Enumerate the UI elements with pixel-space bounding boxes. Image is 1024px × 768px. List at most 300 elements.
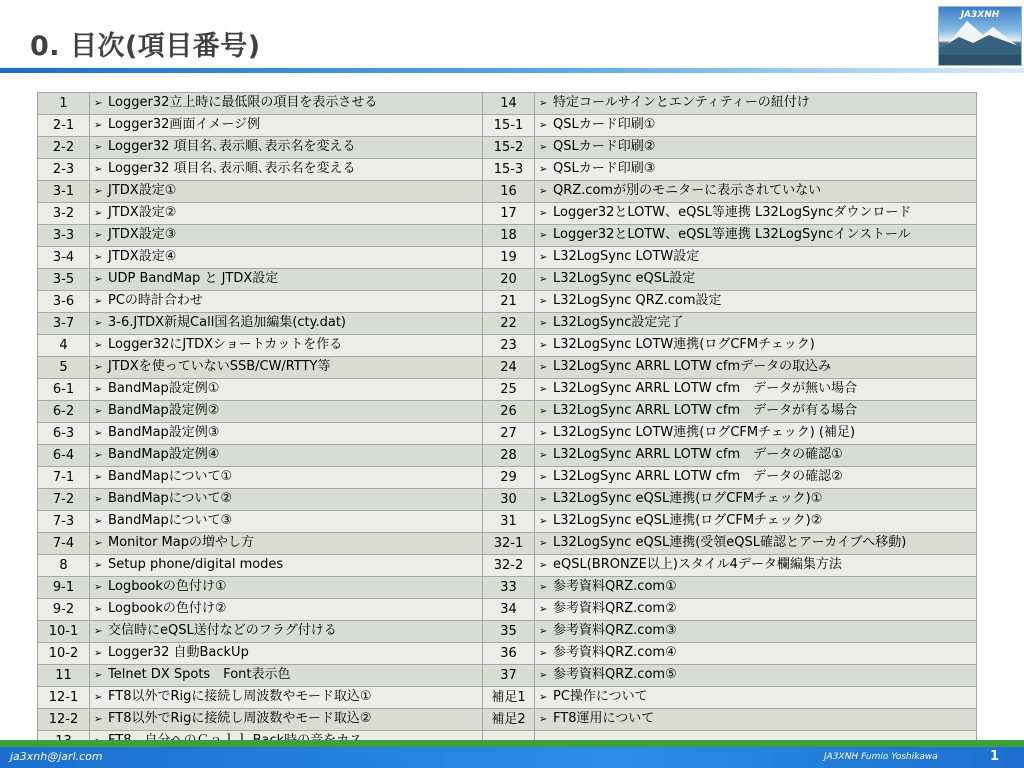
slide-title: 0. 目次(項目番号) [30, 31, 261, 62]
item-title: L32LogSync eQSL設定 [553, 271, 696, 286]
item-title: 特定コールサインとエンティティーの紐付け [553, 95, 810, 110]
item-number-cell [38, 379, 90, 401]
item-title: Logger32立上時に最低限の項目を表示させる [108, 95, 378, 110]
bullet-arrow-icon: ➢ [539, 626, 548, 637]
item-title-cell [90, 247, 483, 269]
item-title: BandMap設定例② [108, 403, 220, 418]
item-title: Monitor Mapの増やし方 [108, 535, 254, 550]
bullet-arrow-icon: ➢ [539, 670, 548, 681]
toc-row [38, 401, 977, 423]
item-title-cell [535, 621, 977, 643]
item-number: 9-1 [52, 579, 75, 595]
item-number: 8 [59, 557, 68, 573]
toc-row [38, 247, 977, 269]
item-number-cell [483, 555, 535, 577]
bullet-arrow-icon: ➢ [539, 406, 548, 417]
item-title-cell [535, 115, 977, 137]
item-number: 32-2 [493, 557, 524, 573]
item-number-cell [483, 599, 535, 621]
bullet-arrow-icon: ➢ [94, 670, 103, 681]
item-number-cell [38, 159, 90, 181]
item-number-cell [38, 269, 90, 291]
item-title-cell [90, 115, 483, 137]
item-title-cell [90, 335, 483, 357]
item-title-cell [535, 423, 977, 445]
bullet-arrow-icon: ➢ [94, 604, 103, 615]
bullet-arrow-icon: ➢ [94, 582, 103, 593]
item-number: 6-1 [52, 381, 75, 397]
footer-green-band [0, 740, 1024, 747]
item-number-cell [38, 533, 90, 555]
bullet-arrow-icon: ➢ [94, 164, 103, 175]
item-title: 交信時にeQSL送付などのフラグ付ける [108, 623, 337, 638]
item-title-cell [535, 291, 977, 313]
item-title: UDP BandMap と JTDX設定 [108, 271, 279, 286]
item-number: 12-1 [48, 689, 79, 705]
item-number: 12-2 [48, 711, 79, 727]
item-number-cell [483, 423, 535, 445]
item-number-cell [38, 137, 90, 159]
item-number-cell [38, 423, 90, 445]
item-number: 3-1 [52, 183, 75, 199]
item-number-cell [483, 511, 535, 533]
item-title-cell [535, 445, 977, 467]
item-title-cell [90, 599, 483, 621]
item-number-cell [483, 357, 535, 379]
item-title: PCの時計合わせ [108, 293, 203, 308]
item-title-cell [535, 533, 977, 555]
item-title: Logger32とLOTW、eQSL等連携 L32LogSyncダウンロード [553, 205, 912, 220]
bullet-arrow-icon: ➢ [539, 274, 548, 285]
bullet-arrow-icon: ➢ [539, 516, 548, 527]
item-title: Telnet DX Spots Font表示色 [108, 667, 291, 682]
item-number: 25 [500, 381, 517, 397]
item-title-cell [535, 643, 977, 665]
item-number: 15-3 [493, 161, 524, 177]
item-title: eQSL(BRONZE以上)スタイル4データ欄編集方法 [553, 557, 842, 572]
bullet-arrow-icon: ➢ [539, 340, 548, 351]
item-title-cell [90, 203, 483, 225]
bullet-arrow-icon: ➢ [539, 472, 548, 483]
page-number: 1 [990, 749, 1000, 764]
item-title-cell [535, 269, 977, 291]
bullet-arrow-icon: ➢ [539, 362, 548, 373]
item-title-cell [90, 621, 483, 643]
item-title: Logger32とLOTW、eQSL等連携 L32LogSyncインストール [553, 227, 911, 242]
item-title: Logger32画面イメージ例 [108, 117, 260, 132]
item-title: QSLカード印刷① [553, 117, 656, 132]
item-title: Logger32 項目名､表示順､表示名を変える [108, 139, 356, 154]
bullet-arrow-icon: ➢ [539, 208, 548, 219]
item-number: 29 [500, 469, 517, 485]
item-number-cell [38, 709, 90, 731]
toc-row [38, 577, 977, 599]
item-title: QSLカード印刷③ [553, 161, 656, 176]
item-title-cell [90, 533, 483, 555]
bullet-arrow-icon: ➢ [539, 714, 548, 725]
item-title-cell [90, 445, 483, 467]
item-title-cell [535, 577, 977, 599]
bullet-arrow-icon: ➢ [539, 692, 548, 703]
item-number: 16 [500, 183, 517, 199]
bullet-arrow-icon: ➢ [94, 296, 103, 307]
item-title: BandMapについて② [108, 491, 233, 506]
item-number: 36 [500, 645, 517, 661]
item-number: 補足1 [491, 689, 526, 705]
toc-row [38, 93, 977, 115]
item-title: Logger32 項目名､表示順､表示名を変える [108, 161, 356, 176]
bullet-arrow-icon: ➢ [539, 648, 548, 659]
bullet-arrow-icon: ➢ [539, 538, 548, 549]
item-title-cell [535, 555, 977, 577]
item-number: 3-6 [52, 293, 75, 309]
item-number-cell [483, 335, 535, 357]
bullet-arrow-icon: ➢ [94, 450, 103, 461]
item-number-cell [483, 687, 535, 709]
item-title-cell [90, 709, 483, 731]
item-title: Logbookの色付け① [108, 579, 227, 594]
toc-row [38, 687, 977, 709]
item-title-cell [535, 709, 977, 731]
bullet-arrow-icon: ➢ [539, 384, 548, 395]
item-number-cell [483, 247, 535, 269]
item-title-cell [535, 159, 977, 181]
item-number-cell [38, 665, 90, 687]
bullet-arrow-icon: ➢ [94, 648, 103, 659]
item-title: L32LogSync ARRL LOTW cfm データが有る場合 [553, 403, 858, 418]
toc-row [38, 511, 977, 533]
toc-row [38, 423, 977, 445]
item-number: 7-2 [52, 491, 75, 507]
item-number: 3-2 [52, 205, 75, 221]
item-title: FT8以外でRigに接続し周波数やモード取込① [108, 689, 372, 704]
item-number: 9-2 [52, 601, 75, 617]
item-number: 7-4 [52, 535, 75, 551]
toc-row [38, 203, 977, 225]
item-number: 22 [500, 315, 517, 331]
bullet-arrow-icon: ➢ [539, 164, 548, 175]
bullet-arrow-icon: ➢ [94, 208, 103, 219]
item-number-cell [38, 357, 90, 379]
item-title-cell [90, 379, 483, 401]
bullet-arrow-icon: ➢ [94, 538, 103, 549]
item-title: QRZ.comが別のモニターに表示されていない [553, 183, 822, 198]
toc-row [38, 225, 977, 247]
item-title: PC操作について [553, 689, 648, 704]
bullet-arrow-icon: ➢ [94, 692, 103, 703]
item-title: BandMapについて① [108, 469, 233, 484]
item-number-cell [483, 269, 535, 291]
item-title: JTDX設定③ [108, 227, 177, 242]
item-title-cell [535, 489, 977, 511]
item-number-cell [38, 225, 90, 247]
bullet-arrow-icon: ➢ [94, 98, 103, 109]
item-number: 1 [59, 95, 68, 111]
item-title-cell [90, 269, 483, 291]
item-title: Logger32 自動BackUp [108, 645, 249, 660]
item-number-cell [483, 489, 535, 511]
item-number-cell [483, 225, 535, 247]
bullet-arrow-icon: ➢ [539, 318, 548, 329]
toc-row [38, 621, 977, 643]
bullet-arrow-icon: ➢ [94, 274, 103, 285]
item-title-cell [535, 137, 977, 159]
toc-row [38, 555, 977, 577]
item-title-cell [535, 93, 977, 115]
footer-email: ja3xnh@jarl.com [10, 750, 103, 763]
title-underline [0, 68, 1024, 73]
mountain-image [939, 7, 1021, 65]
item-number-cell [38, 401, 90, 423]
toc-row [38, 489, 977, 511]
item-title-cell [90, 181, 483, 203]
item-title: BandMap設定例④ [108, 447, 220, 462]
item-title-cell [535, 599, 977, 621]
item-number: 35 [500, 623, 517, 639]
item-number-cell [483, 203, 535, 225]
item-number: 15-2 [493, 139, 524, 155]
item-number: 32-1 [493, 535, 524, 551]
item-title: 参考資料QRZ.com④ [553, 645, 677, 660]
item-number-cell [483, 533, 535, 555]
item-title-cell [90, 423, 483, 445]
item-title: L32LogSync ARRL LOTW cfm データの確認② [553, 469, 843, 484]
item-number-cell [38, 247, 90, 269]
item-number: 2-3 [52, 161, 75, 177]
item-number-cell [483, 401, 535, 423]
item-number-cell [38, 115, 90, 137]
item-number: 6-4 [52, 447, 75, 463]
item-number: 23 [500, 337, 517, 353]
item-title-cell [90, 489, 483, 511]
item-title-cell [535, 379, 977, 401]
bullet-arrow-icon: ➢ [94, 230, 103, 241]
item-title: L32LogSync LOTW連携(ログCFMチェック) (補足) [553, 425, 856, 440]
item-title-cell [535, 225, 977, 247]
item-title: BandMap設定例① [108, 381, 220, 396]
item-title-cell [90, 577, 483, 599]
item-number-cell [483, 445, 535, 467]
item-title-cell [535, 313, 977, 335]
bullet-arrow-icon: ➢ [94, 406, 103, 417]
item-number-cell [38, 489, 90, 511]
item-number: 21 [500, 293, 517, 309]
item-title: L32LogSync QRZ.com設定 [553, 293, 722, 308]
item-title-cell [90, 159, 483, 181]
item-number: 27 [500, 425, 517, 441]
toc-row [38, 665, 977, 687]
item-title: L32LogSync LOTW設定 [553, 249, 700, 264]
bullet-arrow-icon: ➢ [539, 604, 548, 615]
item-title-cell [90, 665, 483, 687]
item-title-cell [90, 511, 483, 533]
item-number-cell [38, 577, 90, 599]
bullet-arrow-icon: ➢ [94, 714, 103, 725]
item-title: BandMap設定例③ [108, 425, 220, 440]
item-number-cell [483, 93, 535, 115]
bullet-arrow-icon: ➢ [539, 296, 548, 307]
item-number-cell [38, 599, 90, 621]
toc-row [38, 357, 977, 379]
item-title: JTDX設定④ [108, 249, 177, 264]
item-title: Logger32にJTDXショートカットを作る [108, 337, 343, 352]
item-number: 10-1 [48, 623, 79, 639]
item-number-cell [483, 665, 535, 687]
item-number: 7-1 [52, 469, 75, 485]
footer-bar [0, 747, 1024, 768]
item-number-cell [38, 335, 90, 357]
item-number: 7-3 [52, 513, 75, 529]
item-number-cell [483, 467, 535, 489]
item-number-cell [38, 511, 90, 533]
item-title-cell [535, 181, 977, 203]
toc-row [38, 115, 977, 137]
bullet-arrow-icon: ➢ [94, 560, 103, 571]
item-number-cell [38, 313, 90, 335]
bullet-arrow-icon: ➢ [539, 142, 548, 153]
bullet-arrow-icon: ➢ [539, 428, 548, 439]
item-number-cell [483, 577, 535, 599]
item-title: L32LogSync LOTW連携(ログCFMチェック) [553, 337, 815, 352]
toc-row [38, 181, 977, 203]
item-title-cell [535, 335, 977, 357]
item-title-cell [90, 291, 483, 313]
toc-row [38, 379, 977, 401]
item-number-cell [483, 313, 535, 335]
item-title-cell [535, 665, 977, 687]
item-number: 3-3 [52, 227, 75, 243]
bullet-arrow-icon: ➢ [94, 318, 103, 329]
bullet-arrow-icon: ➢ [94, 340, 103, 351]
item-title: QSLカード印刷② [553, 139, 656, 154]
bullet-arrow-icon: ➢ [539, 450, 548, 461]
item-number: 14 [500, 95, 517, 111]
footer-author: JA3XNH Fumio Yoshikawa [824, 752, 938, 762]
item-number-cell [483, 291, 535, 313]
item-number-cell [38, 643, 90, 665]
item-title: 参考資料QRZ.com① [553, 579, 677, 594]
item-title: JTDXを使っていないSSB/CW/RTTY等 [108, 359, 331, 374]
item-number: 3-7 [52, 315, 75, 331]
item-number: 30 [500, 491, 517, 507]
item-number-cell [38, 291, 90, 313]
toc-row [38, 599, 977, 621]
item-number-cell [38, 467, 90, 489]
item-number: 33 [500, 579, 517, 595]
item-title-cell [90, 467, 483, 489]
bullet-arrow-icon: ➢ [539, 560, 548, 571]
bullet-arrow-icon: ➢ [94, 626, 103, 637]
item-number-cell [483, 115, 535, 137]
item-title-cell [535, 203, 977, 225]
bullet-arrow-icon: ➢ [539, 252, 548, 263]
item-title-cell [90, 225, 483, 247]
item-title-cell [90, 313, 483, 335]
toc-row [38, 709, 977, 731]
toc-row [38, 159, 977, 181]
item-number-cell [38, 181, 90, 203]
item-number: 20 [500, 271, 517, 287]
logo-callsign: JA3XNH [960, 10, 1000, 20]
item-title: L32LogSync設定完了 [553, 315, 684, 330]
item-number-cell [483, 159, 535, 181]
item-number: 28 [500, 447, 517, 463]
item-title: BandMapについて③ [108, 513, 233, 528]
item-number-cell [483, 379, 535, 401]
item-title: 3-6.JTDX新規Call国名追加編集(cty.dat) [108, 315, 346, 330]
toc-row [38, 533, 977, 555]
bullet-arrow-icon: ➢ [539, 186, 548, 197]
item-title-cell [535, 687, 977, 709]
bullet-arrow-icon: ➢ [94, 186, 103, 197]
bullet-arrow-icon: ➢ [94, 516, 103, 527]
toc-row [38, 313, 977, 335]
item-number: 10-2 [48, 645, 79, 661]
item-number: 6-3 [52, 425, 75, 441]
item-title-cell [535, 467, 977, 489]
toc-row [38, 643, 977, 665]
item-number: 26 [500, 403, 517, 419]
item-number-cell [38, 621, 90, 643]
toc-row [38, 291, 977, 313]
item-title: Setup phone/digital modes [108, 557, 284, 572]
item-title-cell [90, 643, 483, 665]
item-number-cell [38, 203, 90, 225]
bullet-arrow-icon: ➢ [94, 252, 103, 263]
callsign-logo [938, 6, 1022, 66]
item-title: 参考資料QRZ.com⑤ [553, 667, 677, 682]
bullet-arrow-icon: ➢ [539, 120, 548, 131]
item-number: 2-2 [52, 139, 75, 155]
bullet-arrow-icon: ➢ [94, 494, 103, 505]
item-title-cell [90, 401, 483, 423]
item-title: Logbookの色付け② [108, 601, 227, 616]
item-number-cell [483, 181, 535, 203]
item-title-cell [90, 137, 483, 159]
toc-row [38, 335, 977, 357]
item-number-cell [483, 709, 535, 731]
item-title: 参考資料QRZ.com② [553, 601, 677, 616]
item-title-cell [535, 247, 977, 269]
item-title: JTDX設定② [108, 205, 177, 220]
item-title-cell [535, 511, 977, 533]
item-number: 4 [59, 337, 68, 353]
item-title-cell [535, 401, 977, 423]
item-number: 6-2 [52, 403, 75, 419]
item-number: 34 [500, 601, 517, 617]
item-title: L32LogSync eQSL連携(ログCFMチェック)① [553, 491, 823, 506]
item-number: 5 [59, 359, 68, 375]
item-number-cell [483, 643, 535, 665]
item-title: L32LogSync eQSL連携(ログCFMチェック)② [553, 513, 823, 528]
item-number: 2-1 [52, 117, 75, 133]
item-number: 19 [500, 249, 517, 265]
toc-row [38, 137, 977, 159]
toc-row [38, 467, 977, 489]
table-of-contents [37, 92, 977, 753]
item-title: L32LogSync eQSL連携(受領eQSL確認とアーカイブへ移動) [553, 535, 907, 550]
item-number: 3-4 [52, 249, 75, 265]
item-number-cell [38, 687, 90, 709]
bullet-arrow-icon: ➢ [94, 472, 103, 483]
item-title: L32LogSync ARRL LOTW cfm データの確認① [553, 447, 843, 462]
item-title: FT8運用について [553, 711, 655, 726]
item-title-cell [90, 357, 483, 379]
item-number: 15-1 [493, 117, 524, 133]
item-number: 37 [500, 667, 517, 683]
item-number: 3-5 [52, 271, 75, 287]
bullet-arrow-icon: ➢ [94, 142, 103, 153]
